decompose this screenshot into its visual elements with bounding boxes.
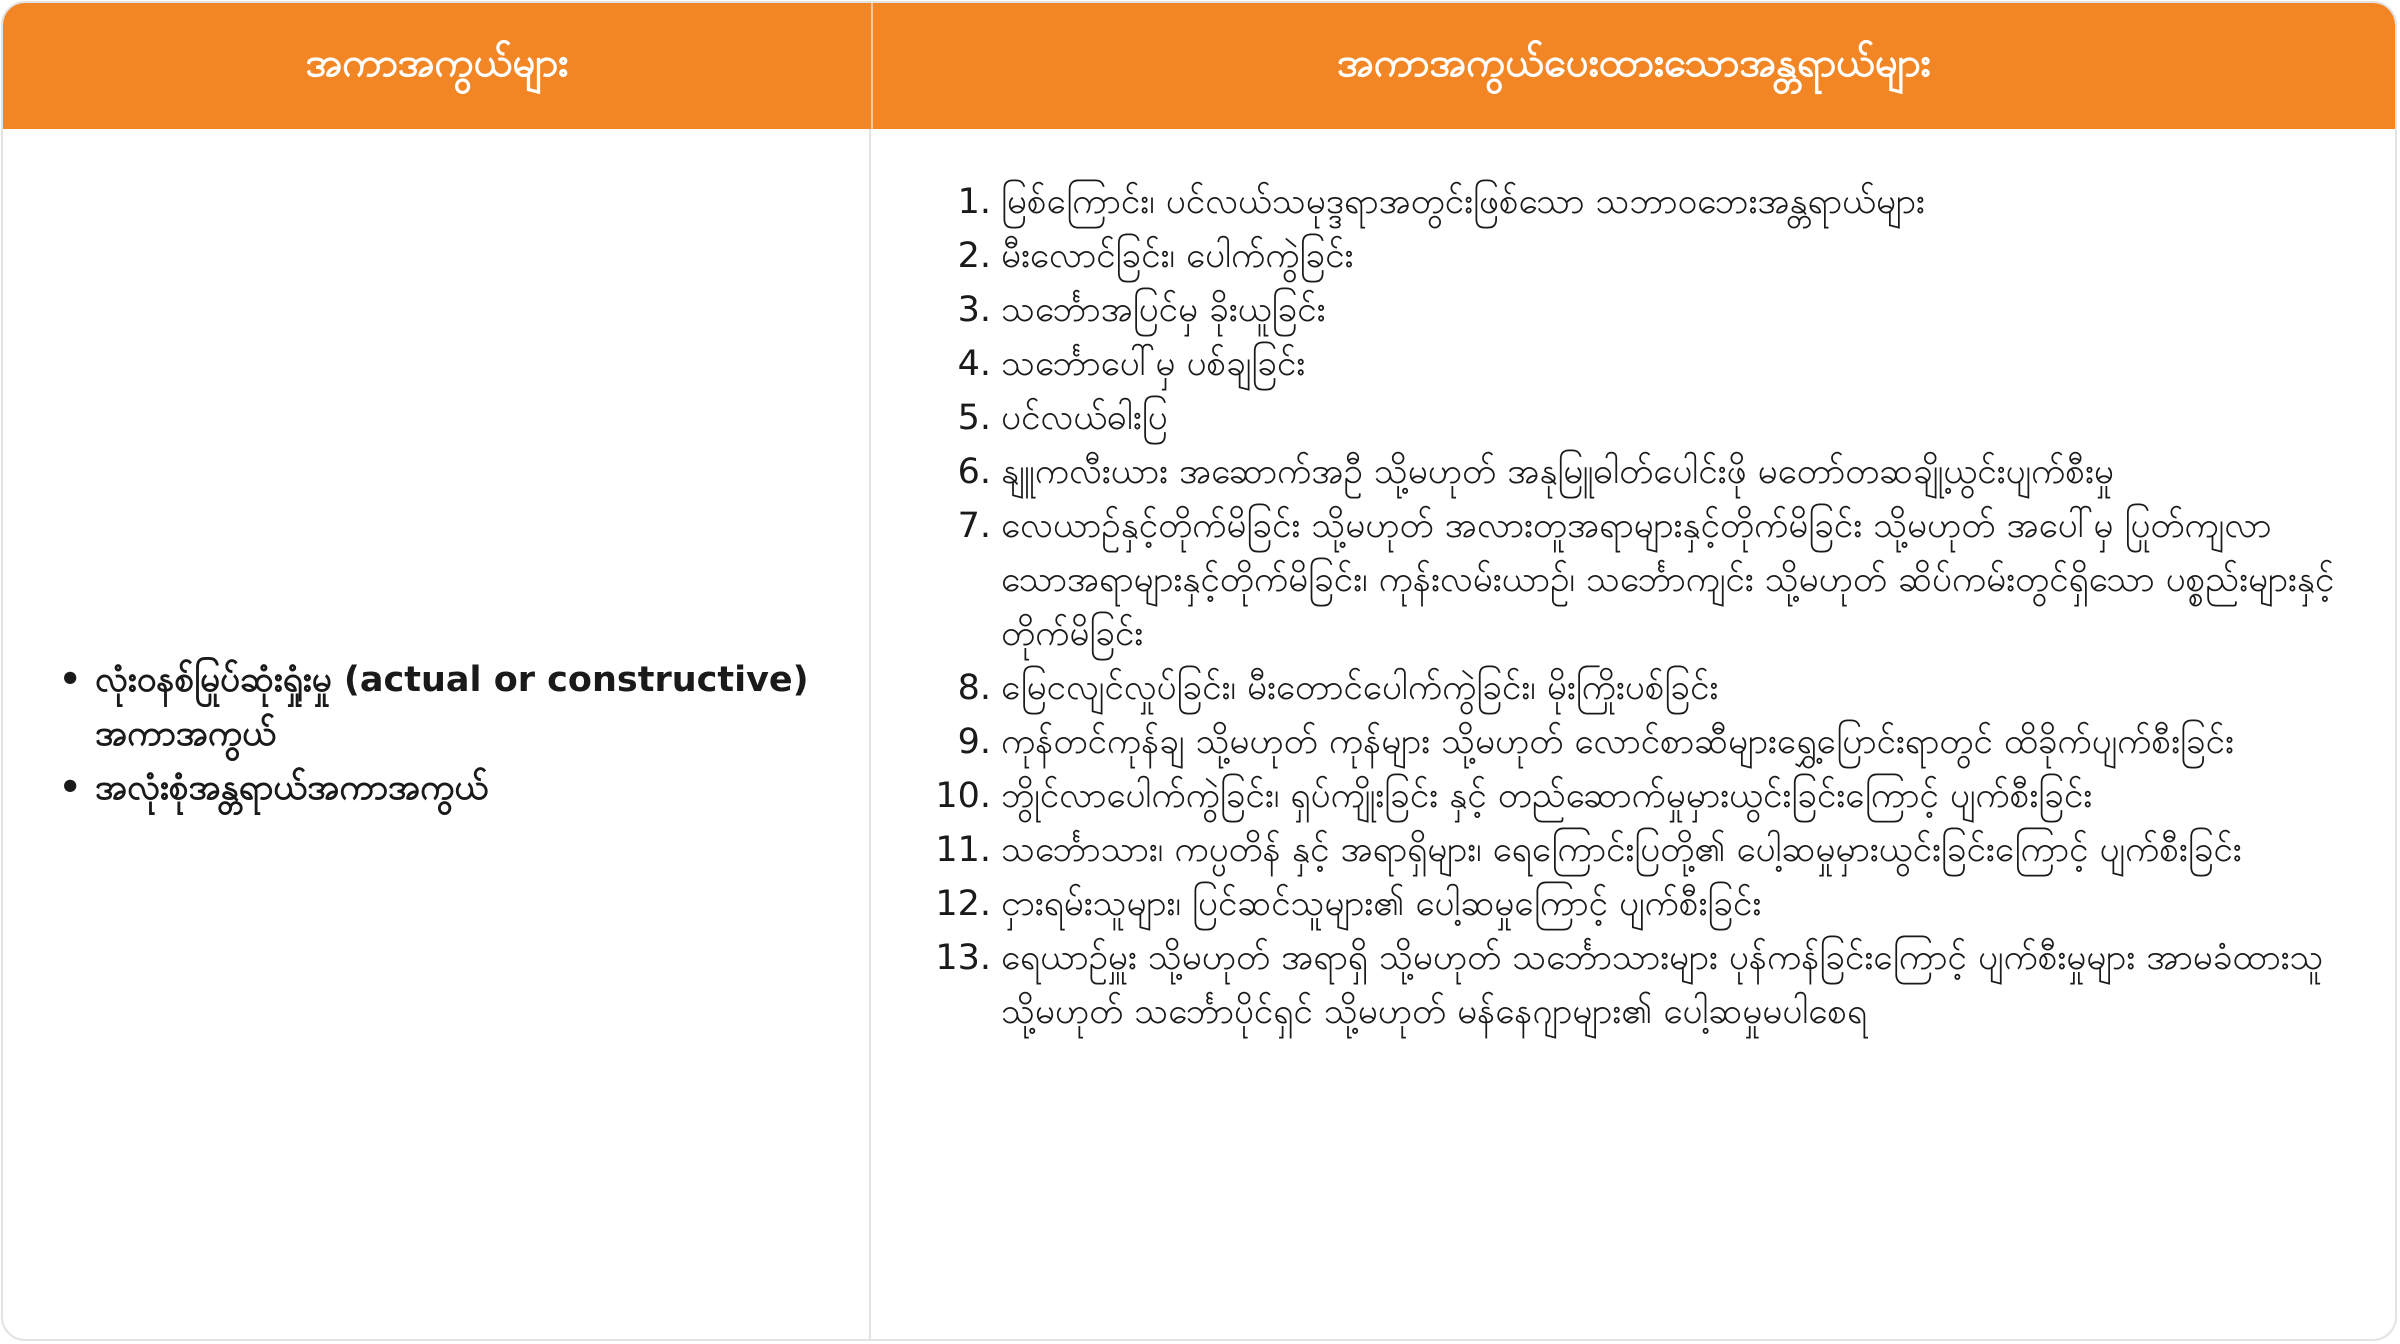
list-item-text: ရေယာဉ်မှူး သို့မဟုတ် အရာရှိ သို့မဟုတ် သင်္ဘောသားများ ပုန်ကန်ခြင်းကြောင့် ပျက်စီးမှုများ အာမခံထားသူ သို့မဟုတ် သင်္ဘောပိုင်ရှင် သို့မဟုတ် မန်နေဂျာများ၏ ပေါ့ဆမှုမပါစေရ	[1001, 938, 2324, 1032]
list-item-text: သင်္ဘောအပြင်မှ ခိုးယူခြင်း	[1001, 290, 1326, 330]
coverage-table	[1, 1, 2397, 1341]
list-item-number: 1.	[957, 182, 991, 222]
list-item-text: ဘွိုင်လာပေါက်ကွဲခြင်း၊ ရှပ်ကျိုးခြင်း နှင့် တည်ဆောက်မှုမှားယွင်းခြင်းကြောင့် ပျက်စီးခြင်း	[1001, 776, 2093, 816]
list-item	[903, 175, 2335, 229]
table-header	[3, 3, 2395, 129]
bullet-icon: •	[59, 660, 82, 700]
list-item	[903, 283, 2335, 337]
list-item-number: 4.	[957, 344, 991, 384]
list-item-text: သင်္ဘောပေါ်မှ ပစ်ချခြင်း	[1001, 344, 1306, 384]
list-item-text: နျူကလီးယား အဆောက်အဦ သို့မဟုတ် အနုမြူဓါတ်ပေါင်းဖို မတော်တဆချို့ယွင်းပျက်စီးမှု	[1001, 452, 2114, 492]
coverage-type-label: အလုံးစုံအန္တရာယ်အကာအကွယ်	[95, 768, 489, 808]
list-item-number: 11.	[935, 830, 991, 870]
list-item-number: 5.	[957, 398, 991, 438]
list-item-text: ငှားရမ်းသူများ၊ ပြင်ဆင်သူများ၏ ပေါ့ဆမှုကြောင့် ပျက်စီးခြင်း	[1001, 884, 1762, 924]
list-item-number: 10.	[935, 776, 991, 816]
list-item-text: မြေငလျင်လှုပ်ခြင်း၊ မီးတောင်ပေါက်ကွဲခြင်း၊ မိုးကြိုးပစ်ခြင်း	[1001, 668, 1719, 708]
list-item-number: 9.	[957, 722, 991, 762]
list-item-text: သင်္ဘောသား၊ ကပ္ပတိန် နှင့် အရာရှိများ၊ ရေကြောင်းပြတို့၏ ပေါ့ဆမှုမှားယွင်းခြင်းကြောင့် ပျက်စီးခြင်း	[1001, 830, 2242, 870]
list-item	[903, 823, 2335, 877]
list-item	[903, 715, 2335, 769]
list-item-text: ကုန်တင်ကုန်ချ သို့မဟုတ် ကုန်များ သို့မဟုတ် လောင်စာဆီများရွှေ့ပြောင်းရာတွင် ထိခိုက်ပျက်စီးခြင်း	[1001, 722, 2234, 762]
coverage-type-label: လုံးဝနစ်မြုပ်ဆုံးရှုံးမှု (actual or constructive) အကာအကွယ်	[95, 660, 809, 754]
list-item	[903, 391, 2335, 445]
coverage-types-cell	[3, 129, 871, 1339]
list-item-number: 12.	[935, 884, 991, 924]
list-item	[903, 661, 2335, 715]
list-item	[903, 877, 2335, 931]
coverage-type-item	[59, 653, 869, 761]
list-item-text: မီးလောင်ခြင်း၊ ပေါက်ကွဲခြင်း	[1001, 236, 1354, 276]
list-item-text: ပင်လယ်ဓါးပြ	[1001, 398, 1168, 438]
list-item-number: 6.	[957, 452, 991, 492]
list-item-number: 3.	[957, 290, 991, 330]
list-item-text: မြစ်ကြောင်း၊ ပင်လယ်သမုဒ္ဒရာအတွင်းဖြစ်သော သဘာဝဘေးအန္တရာယ်များ	[1001, 182, 1925, 222]
list-item	[903, 445, 2335, 499]
header-covered-risks: အကာအကွယ်ပေးထားသောအန္တရာယ်များ	[1337, 39, 1931, 86]
list-item	[903, 229, 2335, 283]
list-item-number: 13.	[935, 938, 991, 978]
coverage-type-item	[59, 761, 869, 815]
table-row	[3, 129, 2395, 1339]
list-item	[903, 499, 2335, 661]
list-item-number: 8.	[957, 668, 991, 708]
list-item	[903, 769, 2335, 823]
coverage-types-list	[3, 653, 869, 815]
list-item	[903, 931, 2335, 1039]
header-coverage-types: အကာအကွယ်များ	[305, 39, 569, 86]
list-item-text: လေယာဉ်နှင့်တိုက်မိခြင်း သို့မဟုတ် အလားတူအရာများနှင့်တိုက်မိခြင်း သို့မဟုတ် အပေါ်မှ ပြုတ်ကျလာသောအရာများနှင့်တိုက်မိခြင်း၊ ကုန်းလမ်းယာဉ်၊ သင်္ဘောကျင်း သို့မဟုတ် ဆိပ်ကမ်းတွင်ရှိသော ပစ္စည်းများနှင့် တိုက်မိခြင်း	[1001, 506, 2335, 654]
list-item-number: 2.	[957, 236, 991, 276]
covered-risks-list	[903, 175, 2335, 1039]
list-item-number: 7.	[957, 506, 991, 546]
bullet-icon: •	[59, 768, 82, 808]
list-item	[903, 337, 2335, 391]
covered-risks-cell	[871, 129, 2395, 1339]
